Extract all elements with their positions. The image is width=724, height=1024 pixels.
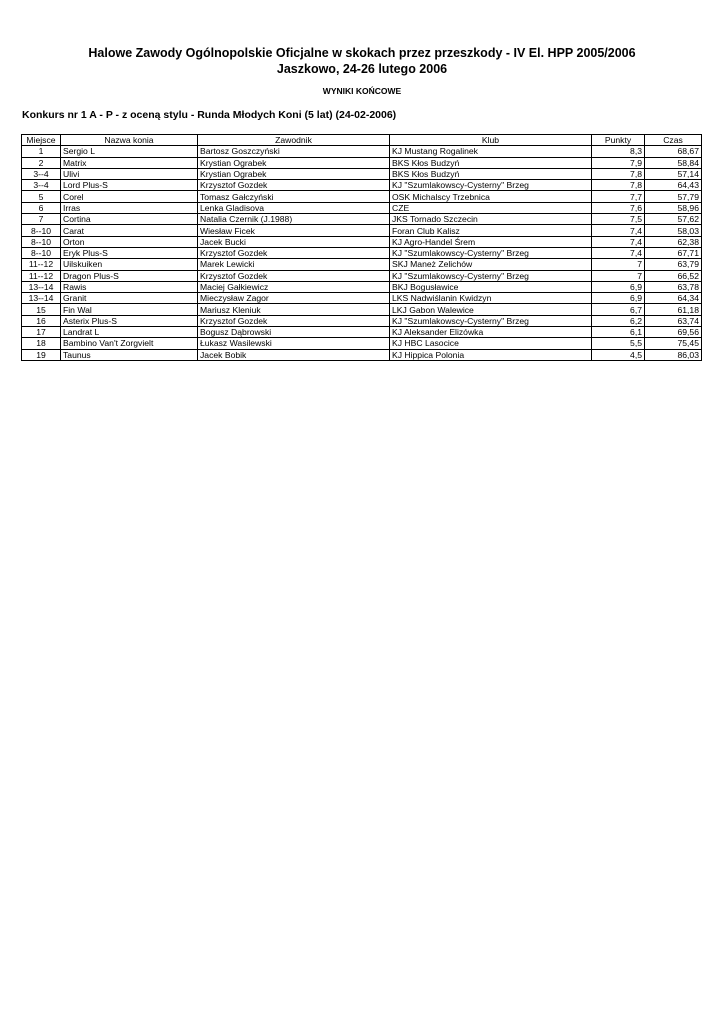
cell-horse: Matrix: [61, 157, 198, 168]
cell-points: 7: [592, 270, 645, 281]
column-header-time: Czas: [645, 135, 702, 146]
cell-place: 8--10: [22, 247, 61, 258]
cell-time: 58,03: [645, 225, 702, 236]
cell-horse: Eryk Plus-S: [61, 247, 198, 258]
cell-horse: Taunus: [61, 349, 198, 360]
cell-club: KJ Agro-Handel Śrem: [390, 236, 592, 247]
table-row: [22, 202, 702, 213]
cell-time: 57,14: [645, 168, 702, 179]
cell-points: 7,8: [592, 180, 645, 191]
column-header-club: Klub: [390, 135, 592, 146]
table-row: [22, 225, 702, 236]
cell-place: 15: [22, 304, 61, 315]
cell-place: 3--4: [22, 168, 61, 179]
cell-time: 63,74: [645, 315, 702, 326]
cell-points: 7,6: [592, 202, 645, 213]
table-row: [22, 293, 702, 304]
cell-rider: Bogusz Dąbrowski: [198, 327, 390, 338]
cell-rider: Marek Lewicki: [198, 259, 390, 270]
cell-points: 7,9: [592, 157, 645, 168]
cell-points: 7,8: [592, 168, 645, 179]
cell-club: CZE: [390, 202, 592, 213]
cell-rider: Wiesław Ficek: [198, 225, 390, 236]
table-row: [22, 270, 702, 281]
results-table: [21, 134, 702, 361]
cell-rider: Mariusz Kleniuk: [198, 304, 390, 315]
table-row: [22, 315, 702, 326]
cell-club: JKS Tornado Szczecin: [390, 214, 592, 225]
cell-place: 13--14: [22, 281, 61, 292]
table-row: [22, 168, 702, 179]
cell-place: 11--12: [22, 259, 61, 270]
cell-time: 57,62: [645, 214, 702, 225]
cell-place: 5: [22, 191, 61, 202]
cell-club: OSK Michalscy Trzebnica: [390, 191, 592, 202]
cell-time: 64,43: [645, 180, 702, 191]
table-row: [22, 180, 702, 191]
cell-points: 7: [592, 259, 645, 270]
cell-rider: Jacek Bobik: [198, 349, 390, 360]
cell-horse: Irras: [61, 202, 198, 213]
cell-points: 6,2: [592, 315, 645, 326]
cell-horse: Ulivi: [61, 168, 198, 179]
cell-rider: Krzysztof Gozdek: [198, 315, 390, 326]
cell-club: KJ "Szumlakowscy-Cysterny" Brzeg: [390, 270, 592, 281]
cell-time: 63,79: [645, 259, 702, 270]
cell-rider: Łukasz Wasilewski: [198, 338, 390, 349]
column-header-horse: Nazwa konia: [61, 135, 198, 146]
cell-rider: Krzysztof Gozdek: [198, 180, 390, 191]
cell-horse: Fin Wal: [61, 304, 198, 315]
cell-time: 67,71: [645, 247, 702, 258]
page-subtitle: Jaszkowo, 24-26 lutego 2006: [276, 62, 448, 76]
cell-place: 2: [22, 157, 61, 168]
cell-rider: Krzysztof Gozdek: [198, 247, 390, 258]
table-header-row: [22, 135, 702, 146]
cell-points: 4,5: [592, 349, 645, 360]
cell-club: KJ Aleksander Elizówka: [390, 327, 592, 338]
cell-time: 63,78: [645, 281, 702, 292]
cell-points: 5,5: [592, 338, 645, 349]
cell-place: 8--10: [22, 225, 61, 236]
cell-rider: Tomasz Gałczyński: [198, 191, 390, 202]
cell-club: KJ "Szumlakowscy-Cysterny" Brzeg: [390, 180, 592, 191]
cell-club: Foran Club Kalisz: [390, 225, 592, 236]
table-row: [22, 236, 702, 247]
cell-points: 6,1: [592, 327, 645, 338]
cell-place: 11--12: [22, 270, 61, 281]
cell-horse: Carat: [61, 225, 198, 236]
cell-horse: Asterix Plus-S: [61, 315, 198, 326]
cell-points: 7,4: [592, 236, 645, 247]
cell-place: 7: [22, 214, 61, 225]
cell-club: LKS Nadwiślanin Kwidzyn: [390, 293, 592, 304]
cell-place: 1: [22, 146, 61, 157]
cell-club: SKJ Maneż Zelichów: [390, 259, 592, 270]
cell-club: KJ "Szumlakowscy-Cysterny" Brzeg: [390, 315, 592, 326]
cell-club: LKJ Gabon Walewice: [390, 304, 592, 315]
table-row: [22, 259, 702, 270]
cell-time: 64,34: [645, 293, 702, 304]
cell-time: 68,67: [645, 146, 702, 157]
cell-horse: Orton: [61, 236, 198, 247]
cell-points: 6,7: [592, 304, 645, 315]
cell-points: 6,9: [592, 281, 645, 292]
results-label: WYNIKI KOŃCOWE: [322, 86, 402, 96]
cell-horse: Cortina: [61, 214, 198, 225]
table-row: [22, 191, 702, 202]
cell-place: 17: [22, 327, 61, 338]
cell-time: 86,03: [645, 349, 702, 360]
cell-place: 6: [22, 202, 61, 213]
cell-rider: Bartosz Goszczyński: [198, 146, 390, 157]
page-title: Halowe Zawody Ogólnopolskie Oficjalne w skokach przez przeszkody - IV El. HPP 2005/2006: [88, 46, 636, 60]
results-body: [22, 146, 702, 361]
cell-horse: Dragon Plus-S: [61, 270, 198, 281]
cell-points: 7,4: [592, 247, 645, 258]
cell-club: KJ Hippica Polonia: [390, 349, 592, 360]
cell-time: 75,45: [645, 338, 702, 349]
table-row: [22, 214, 702, 225]
cell-horse: Sergio L: [61, 146, 198, 157]
cell-rider: Krystian Ograbek: [198, 168, 390, 179]
cell-rider: Maciej Gałkiewicz: [198, 281, 390, 292]
cell-time: 69,56: [645, 327, 702, 338]
cell-club: BKS Kłos Budzyń: [390, 168, 592, 179]
cell-club: KJ "Szumlakowscy-Cysterny" Brzeg: [390, 247, 592, 258]
cell-place: 8--10: [22, 236, 61, 247]
cell-club: BKJ Bogusławice: [390, 281, 592, 292]
table-row: [22, 157, 702, 168]
cell-place: 18: [22, 338, 61, 349]
cell-club: BKS Kłos Budzyń: [390, 157, 592, 168]
cell-time: 66,52: [645, 270, 702, 281]
table-row: [22, 349, 702, 360]
table-row: [22, 146, 702, 157]
column-header-place: Miejsce: [22, 135, 61, 146]
cell-rider: Krystian Ograbek: [198, 157, 390, 168]
table-row: [22, 247, 702, 258]
cell-points: 7,4: [592, 225, 645, 236]
cell-time: 57,79: [645, 191, 702, 202]
column-header-points: Punkty: [592, 135, 645, 146]
table-row: [22, 327, 702, 338]
cell-place: 3--4: [22, 180, 61, 191]
cell-rider: Mieczysław Zagor: [198, 293, 390, 304]
cell-club: KJ HBC Lasocice: [390, 338, 592, 349]
column-header-rider: Zawodnik: [198, 135, 390, 146]
cell-place: 13--14: [22, 293, 61, 304]
cell-points: 8,3: [592, 146, 645, 157]
cell-rider: Natalia Czernik (J.1988): [198, 214, 390, 225]
cell-rider: Krzysztof Gozdek: [198, 270, 390, 281]
cell-horse: Lord Plus-S: [61, 180, 198, 191]
cell-time: 61,18: [645, 304, 702, 315]
cell-points: 7,5: [592, 214, 645, 225]
cell-horse: Uilskuiken: [61, 259, 198, 270]
cell-rider: Lenka Gladisova: [198, 202, 390, 213]
cell-time: 62,38: [645, 236, 702, 247]
cell-horse: Corel: [61, 191, 198, 202]
competition-heading: Konkurs nr 1 A - P - z oceną stylu - Runda Młodych Koni (5 lat) (24-02-2006): [22, 109, 397, 121]
cell-place: 16: [22, 315, 61, 326]
cell-time: 58,96: [645, 202, 702, 213]
table-row: [22, 338, 702, 349]
cell-horse: Rawis: [61, 281, 198, 292]
cell-points: 6,9: [592, 293, 645, 304]
cell-rider: Jacek Bucki: [198, 236, 390, 247]
cell-place: 19: [22, 349, 61, 360]
cell-horse: Landrat L: [61, 327, 198, 338]
cell-club: KJ Mustang Rogalinek: [390, 146, 592, 157]
cell-time: 58,84: [645, 157, 702, 168]
cell-horse: Bambino Van't Zorgvielt: [61, 338, 198, 349]
table-row: [22, 281, 702, 292]
cell-horse: Granit: [61, 293, 198, 304]
cell-points: 7,7: [592, 191, 645, 202]
table-row: [22, 304, 702, 315]
